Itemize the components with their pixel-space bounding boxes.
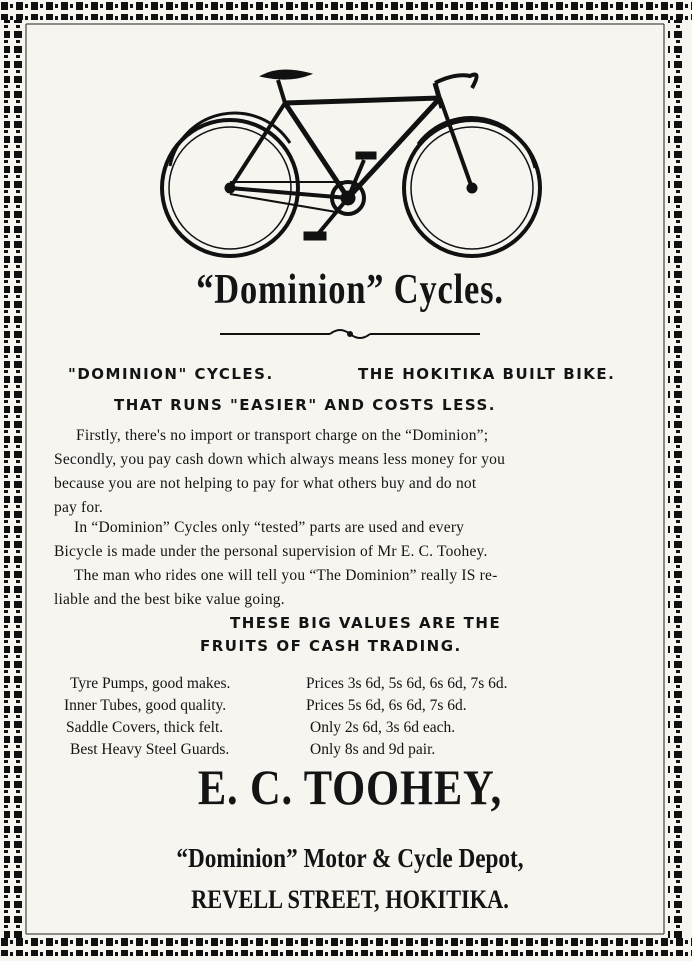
address: REVELL STREET, HOKITIKA. [191,885,509,914]
headline: “Dominion” Cycles. [196,267,504,313]
values-heading-line: THESE BIG VALUES ARE THE [230,614,502,632]
ornamental-rule [220,326,480,342]
bicycle-illustration [150,48,550,263]
body-line: In “Dominion” Cycles only “tested” parts are used and every [74,519,465,536]
body-line: liable and the best bike value going. [54,591,285,608]
body-line: Secondly, you pay cash down which always means less money for you [54,451,506,468]
price-value: Only 2s 6d, 3s 6d each. [310,719,456,736]
body-line: pay for. [54,499,103,516]
body-line: Bicycle is made under the personal supervision of Mr E. C. Toohey. [54,543,488,560]
proprietor-name: E. C. TOOHEY, [197,759,503,815]
price-item: Saddle Covers, thick felt. [66,719,224,736]
price-item: Inner Tubes, good quality. [64,697,227,714]
values-heading-line: FRUITS OF CASH TRADING. [200,637,462,655]
advertisement [40,26,660,931]
price-item: Best Heavy Steel Guards. [70,741,230,758]
depot-name: “Dominion” Motor & Cycle Depot, [176,843,524,873]
body-line: Firstly, there's no import or transport charge on the “Dominion”; [76,427,489,444]
body-line: The man who rides one will tell you “The Dominion” really IS re- [74,567,498,584]
price-value: Only 8s and 9d pair. [310,741,436,758]
price-value: Prices 5s 6d, 6s 6d, 7s 6d. [306,697,467,714]
body-line: because you are not helping to pay for what others buy and do not [54,475,477,492]
tagline-easier: THAT RUNS "EASIER" AND COSTS LESS. [114,396,496,414]
tagline-right: THE HOKITIKA BUILT BIKE. [358,365,616,383]
price-item: Tyre Pumps, good makes. [70,675,231,692]
tagline-left: "DOMINION" CYCLES. [68,365,274,383]
price-value: Prices 3s 6d, 5s 6d, 6s 6d, 7s 6d. [306,675,508,692]
